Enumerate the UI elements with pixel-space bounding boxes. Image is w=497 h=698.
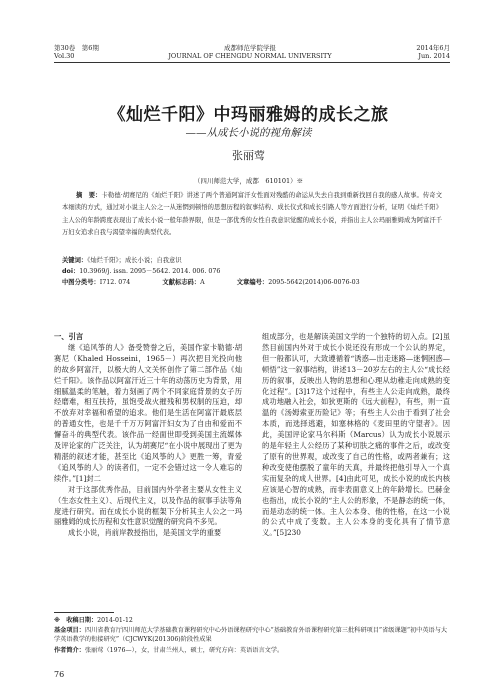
keywords-label: 关键词： <box>62 257 88 264</box>
page-number: 76 <box>54 670 65 679</box>
author-bio-text: 张丽莺（1976—），女，甘肃兰州人，硕士，研究方向：英语语言文学。 <box>84 647 284 654</box>
article-author: 张丽莺 <box>232 149 265 162</box>
keywords-text: 《灿烂千阳》；成长小说；自我意识 <box>87 257 182 264</box>
footnote-author <box>54 646 450 655</box>
article-affiliation: （四川师范大学，成都 610101）※ <box>193 177 304 185</box>
doi-text: 10.3969/j. issn. 2095－5642. 2014. 006. 076 <box>79 268 221 275</box>
clc-value: I712. 074 <box>99 279 131 286</box>
keywords <box>62 256 182 265</box>
article-id-value: 2095-5642(2014)06-0076-03 <box>268 279 360 286</box>
classification <box>62 278 442 287</box>
header-volume-cn: 第30卷 第6期 <box>54 44 99 52</box>
section-title-introduction: 一、引言 <box>54 332 84 341</box>
header-journal-en: JOURNAL OF CHENGDU NORMAL UNIVERSITY <box>168 52 332 60</box>
fund-text: 四川省教育厅四川师范大学基础教育课程研究中心外语课程研究中心“基础教育外语课程研究第三批科研项目”省级课题“初中英语与大学英语教学的衔接研究”（CJCWYK(201306)阶段性成果 <box>54 627 448 644</box>
body-right-column <box>262 332 450 539</box>
doi <box>62 267 220 276</box>
footnote-rule <box>54 612 114 613</box>
footnote-fund <box>54 626 450 645</box>
doc-code-value: A <box>200 279 205 286</box>
received-date: 2014-01-12 <box>97 617 133 624</box>
body-paragraph: 继《追风筝的人》备受赞誉之后，美国作家卡勒德·胡赛尼（Khaled Hosseini，1965－）再次把目光投向他的故乡阿富汗，以极大的人文关怀创作了第二部作品《灿烂千阳》。该作品以阿富汗近三十年的动荡历史为背景，用细腻温柔的笔触，着力刻画了两个不同家庭背景的女子历经磨难，相互扶持，虽饱受战火摧残和男权制的压迫，却不放弃对幸福和希望的追求。他们是生活在阿富汗最底层的普通女性，也是千千万万阿富汗妇女为了自由和爱而不懈奋斗的典型代表。该作品一经面世即受到美国主流媒体及评论家的广泛关注，认为胡赛尼“在小说中展现出了更为精湛的叙述才能，甚至比《追风筝的人》更胜一筹，青爱《追风筝的人》的读者们，一定不会错过这一令人难忘的续作。”[1]封二 <box>54 342 242 483</box>
abstract <box>62 190 442 240</box>
doi-label: doi： <box>62 268 80 275</box>
author-bio-label: 作者简介： <box>54 647 85 654</box>
abstract-text: 卡勒德·胡赛尼的《灿烂千阳》讲述了两个普通阿富汗女性面对残酷的命运从失去自我到重新找回自我的感人故事。传奇文本细读的方式，通过对小说主人公之一从迷惘到顿悟的思想历程的叙事结构、成长仪式和成长引路人等方面进行分析，证明《灿烂千阳》主人公的年龄跨度表现出了成长小说一般年龄界限，但是一部优秀的女性自我意识觉醒的成长小说，并指出主人公玛丽雅姆成为阿富汗千万妇女追求自我与渴望幸福的典型代表。 <box>62 192 442 237</box>
header-rule <box>54 62 450 63</box>
body-paragraph: 成长小说，肖前岸教授指出，是美国文学的重要 <box>68 528 222 538</box>
doc-code-label: 文献标志码： <box>162 279 201 286</box>
header-journal <box>160 44 340 60</box>
header-date-en: Jun. 2014 <box>418 52 450 60</box>
article-id-label: 文章编号： <box>236 279 269 286</box>
abstract-label: 摘 要： <box>76 192 102 199</box>
received-label: ※ 收稿日期： <box>54 617 98 624</box>
header-volume <box>54 44 144 60</box>
fund-label: 基金项目： <box>54 627 85 634</box>
header-date <box>360 44 450 60</box>
clc-label: 中图分类号： <box>62 279 100 286</box>
header-volume-en: Vol.30 <box>54 52 75 60</box>
header-date-cn: 2014年6月 <box>416 44 450 52</box>
body-paragraph: 组成部分，也是解读美国文学的一个独特的切入点。[2]虽然目前国内外对于成长小说还没有形成一个公认的界定，但一般都认可，大致遵循着“诱惑—出走迷路—迷惘困惑—顿悟”这一叙事结构，讲述13－20岁左右的主人公“成长经历的叙事，反映出人物的思想和心理从幼稚走向成熟的变化过程”。[3]17这个过程中，有些主人公走向成熟，最终成功地融入社会，如狄更斯的《远大前程》，有些，则一直温的《汤姆索亚历险记》等；有些主人公由于看到了社会本质，而选择逃避，如塞林格的《麦田里的守望者》。因此，美国评论家马尔科斯（Marcus）认为成长小说展示的是年轻主人公经历了某种切肤之痛的事件之后，或改变了原有的世界观，或改变了自己的性格，或两者兼有；这种改变使他摆脱了童年的天真，并最终把他引导入一个真实而复杂的成人世界。[4]由此可见，成长小说的成长内核应该是心智的成熟，而非表面意义上的年龄增长。巴赫金也指出，成长小说的“主人公的形象，不是静态的统一体，而是动态的统一体。主人公本身、他的性格，在这一小说的公式中成了变数。主人公本身的变化具有了情节意义。”[5]230 <box>262 332 450 538</box>
body-left-column <box>54 332 242 539</box>
article-title: 《灿烂千阳》中玛丽雅姆的成长之旅 <box>108 105 389 125</box>
article-subtitle: ——从成长小说的视角解读 <box>185 127 312 139</box>
body-paragraph: 对于这部优秀作品，目前国内外学者主要从女性主义（生态女性主义）、后现代主义，以及作品的叙事手法等角度进行研究。而在成长小说的框架下分析其主人公之一玛丽雅姆的成长历程和女性意识觉醒的研究尚不多见。 <box>54 484 242 527</box>
header-journal-cn: 成都师范学院学报 <box>224 44 276 52</box>
footnote-received <box>54 616 450 625</box>
